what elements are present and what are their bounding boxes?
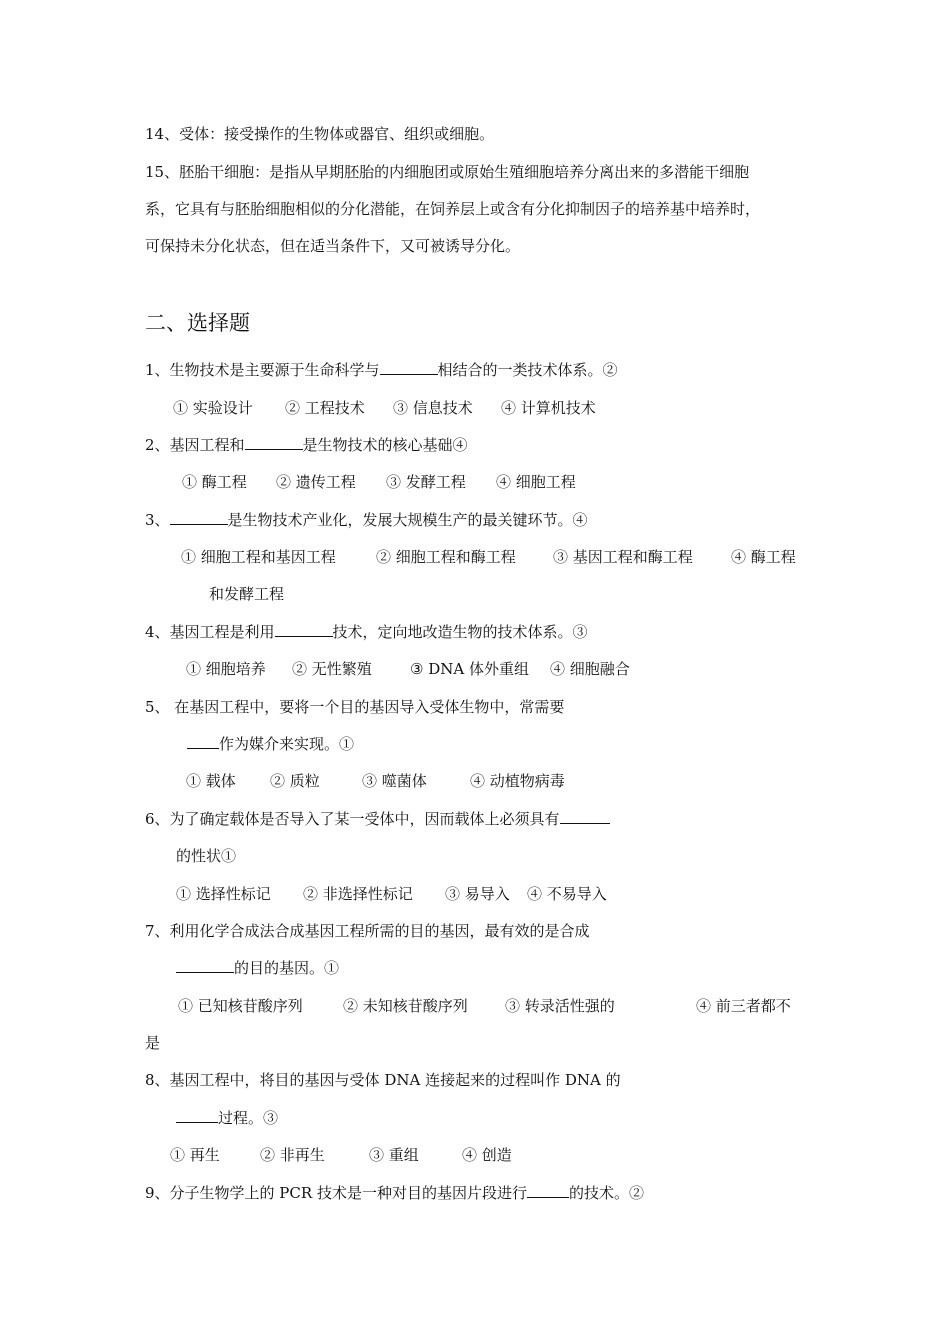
q8-option-2: ② 非再生 xyxy=(260,1146,325,1164)
q5-option-3: ③ 噬菌体 xyxy=(362,772,427,790)
answer-blank xyxy=(176,1108,218,1123)
question-2-text-end: 是生物技术的核心基础④ xyxy=(302,436,468,454)
answer-blank xyxy=(170,510,228,525)
q7-option-4-continued: 是 xyxy=(145,1034,161,1052)
q2-option-4: ④ 细胞工程 xyxy=(496,473,576,491)
definition-15-line-2: 系，它具有与胚胎细胞相似的分化潜能，在饲养层上或含有分化抑制因子的培养基中培养时， xyxy=(145,200,761,218)
question-5: 5、 在基因工程中，要将一个目的基因导入受体生物中，常需要 xyxy=(145,698,565,716)
q1-option-3: ③ 信息技术 xyxy=(393,399,473,417)
q3-option-2: ② 细胞工程和酶工程 xyxy=(376,548,516,566)
question-6 xyxy=(145,809,610,829)
question-9 xyxy=(145,1183,644,1203)
q2-option-2: ② 遗传工程 xyxy=(276,473,356,491)
q4-option-1: ① 细胞培养 xyxy=(186,660,266,678)
answer-blank xyxy=(176,958,234,973)
answer-blank xyxy=(187,734,219,749)
question-2-text: 2、基因工程和 xyxy=(145,436,245,454)
definition-15-line-1: 15、胚胎干细胞：是指从早期胚胎的内细胞团或原始生殖细胞培养分离出来的多潜能干细胞 xyxy=(145,163,750,181)
question-7: 7、利用化学合成法合成基因工程所需的目的基因，最有效的是合成 xyxy=(145,922,590,940)
q7-option-3: ③ 转录活性强的 xyxy=(505,997,615,1015)
question-8-text-end: 过程。③ xyxy=(218,1109,279,1127)
q6-option-4: ④ 不易导入 xyxy=(527,885,607,903)
question-1-text-end: 相结合的一类技术体系。② xyxy=(437,361,618,379)
question-9-text: 9、分子生物学上的 PCR 技术是一种对目的基因片段进行 xyxy=(145,1184,527,1202)
q7-option-2: ② 未知核苷酸序列 xyxy=(343,997,468,1015)
q2-option-3: ③ 发酵工程 xyxy=(386,473,466,491)
question-3-text: 3、 xyxy=(145,511,170,529)
q7-option-1: ① 已知核苷酸序列 xyxy=(178,997,303,1015)
q3-option-4: ④ 酶工程 xyxy=(731,548,796,566)
question-3 xyxy=(145,510,588,530)
definition-14: 14、受体：接受操作的生物体或器官、组织或细胞。 xyxy=(145,125,495,143)
q4-option-2: ② 无性繁殖 xyxy=(292,660,372,678)
question-1-text: 1、生物技术是主要源于生命科学与 xyxy=(145,361,380,379)
q3-option-3: ③ 基因工程和酶工程 xyxy=(553,548,693,566)
question-6-text: 6、为了确定载体是否导入了某一受体中，因而载体上必须具有 xyxy=(145,810,560,828)
question-3-text-end: 是生物技术产业化，发展大规模生产的最关键环节。④ xyxy=(227,511,588,529)
question-4-text-end: 技术，定向地改造生物的技术体系。③ xyxy=(332,623,588,641)
question-8-continued xyxy=(176,1108,278,1128)
q5-option-4: ④ 动植物病毒 xyxy=(470,772,565,790)
answer-blank xyxy=(275,622,333,637)
q1-option-2: ② 工程技术 xyxy=(285,399,365,417)
answer-blank xyxy=(527,1183,569,1198)
question-4-text: 4、基因工程是利用 xyxy=(145,623,275,641)
q6-option-1: ① 选择性标记 xyxy=(176,885,271,903)
section-title: 二、选择题 xyxy=(145,311,250,335)
q8-option-3: ③ 重组 xyxy=(369,1146,419,1164)
q5-option-1: ① 载体 xyxy=(186,772,236,790)
answer-blank xyxy=(560,809,610,824)
q4-option-4: ④ 细胞融合 xyxy=(550,660,630,678)
question-1 xyxy=(145,360,618,380)
q8-option-1: ① 再生 xyxy=(170,1146,220,1164)
definition-15-line-3: 可保持未分化状态，但在适当条件下，又可被诱导分化。 xyxy=(145,237,521,255)
question-5-text-end: 作为媒介来实现。① xyxy=(219,735,355,753)
q8-option-4: ④ 创造 xyxy=(462,1146,512,1164)
question-7-continued xyxy=(176,958,339,978)
q6-option-3: ③ 易导入 xyxy=(445,885,510,903)
question-8: 8、基因工程中，将目的基因与受体 DNA 连接起来的过程叫作 DNA 的 xyxy=(145,1071,621,1089)
q4-option-3: ③ DNA 体外重组 xyxy=(410,660,529,678)
q5-option-2: ② 质粒 xyxy=(270,772,320,790)
answer-blank xyxy=(380,360,438,375)
q3-option-1: ① 细胞工程和基因工程 xyxy=(181,548,336,566)
question-7-text-end: 的目的基因。① xyxy=(234,959,340,977)
q6-option-2: ② 非选择性标记 xyxy=(303,885,413,903)
q1-option-1: ① 实验设计 xyxy=(173,399,253,417)
question-9-text-end: 的技术。② xyxy=(568,1184,644,1202)
q2-option-1: ① 酶工程 xyxy=(182,473,247,491)
question-5-continued xyxy=(187,734,354,754)
q3-option-4-continued: 和发酵工程 xyxy=(209,585,285,603)
q1-option-4: ④ 计算机技术 xyxy=(501,399,596,417)
question-4 xyxy=(145,622,588,642)
question-2 xyxy=(145,435,468,455)
q7-option-4: ④ 前三者都不 xyxy=(696,997,791,1015)
question-6-continued: 的性状① xyxy=(176,847,237,865)
answer-blank xyxy=(245,435,303,450)
